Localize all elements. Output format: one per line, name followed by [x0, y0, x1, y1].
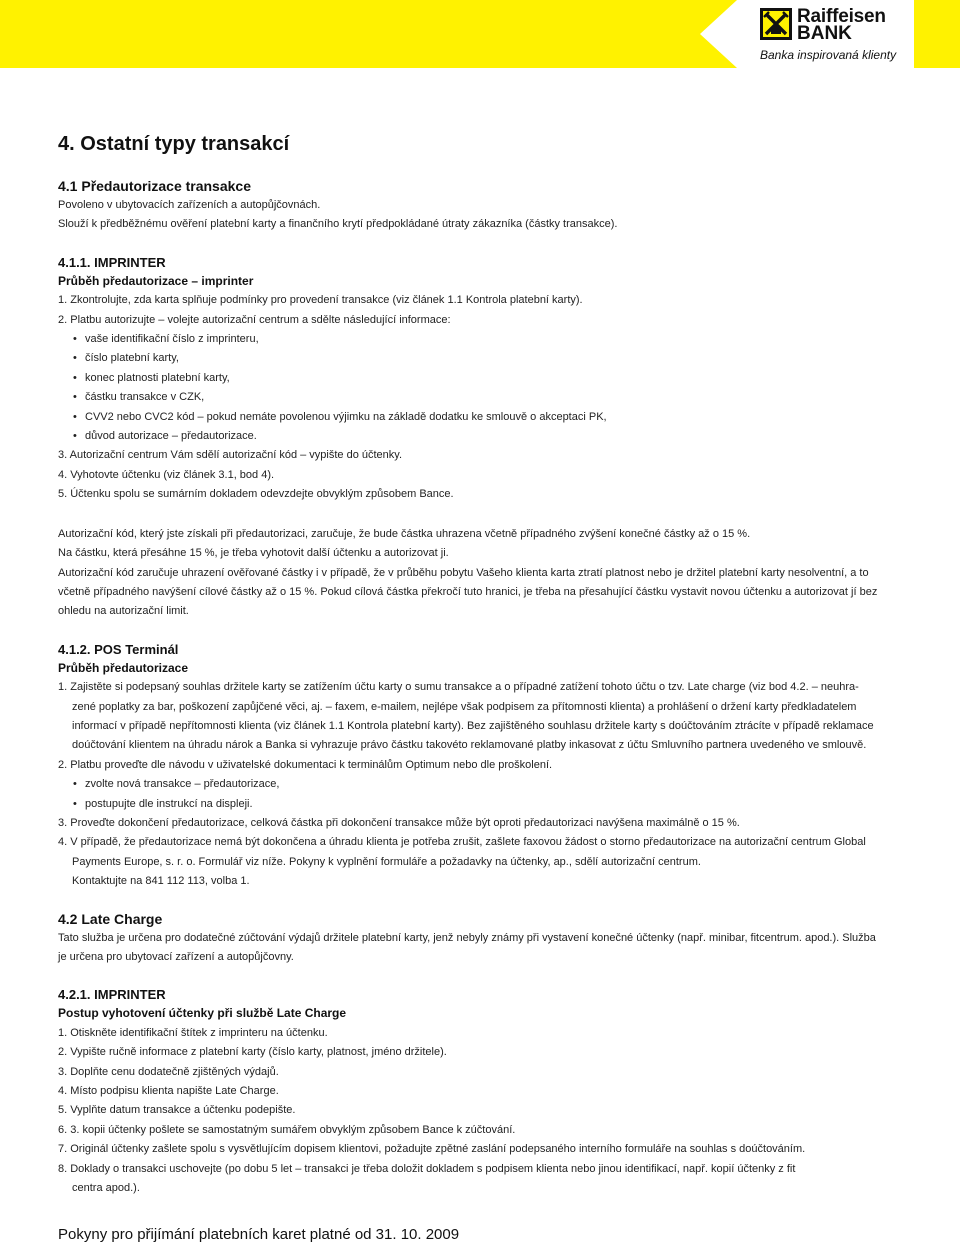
list-item: 1. Zkontrolujte, zda karta splňuje podmínky pro provedení transakce (viz článek 1.1 Kontrola platební karty). — [58, 294, 583, 307]
list-item: 3. Autorizační centrum Vám sdělí autorizační kód – vypište do účtenky. — [58, 449, 403, 462]
paragraph: Na částku, která přesáhne 15 %, je třeba vyhotovit další účtenku a autorizovat ji. — [58, 547, 449, 560]
list-item: 6. 3. kopii účtenky pošlete se samostatným sumářem obvyklým způsobem Bance k zúčtování. — [58, 1123, 516, 1136]
brand-tagline: Banka inspirovaná klienty — [760, 48, 897, 62]
list-item-continuation: Payments Europe, s. r. o. Formulář viz níže. Pokyny k vyplnění formuláře a požadavky na účtenky, ap., sdělí autorizační centrum. — [72, 855, 701, 868]
header-yellow-edge — [914, 0, 960, 68]
raiffeisen-logo — [760, 8, 910, 64]
header-yellow-bar — [0, 0, 737, 68]
list-item: 1. Zajistěte si podepsaný souhlas držitele karty se zatížením účtu karty o sumu transakce a o případné zatížení tohoto účtu o tzv. Late charge (viz bod 4.2. – neuhra- — [58, 681, 859, 694]
paragraph: Autorizační kód, který jste získali při předautorizaci, zaručuje, že bude částka uhrazena včetně případného zvýšení konečné částky až o 15 %. — [58, 527, 751, 540]
list-item: 3. Doplňte cenu dodatečně zjištěných výdajů. — [58, 1065, 279, 1078]
page-footer: Pokyny pro přijímání platebních karet platné od 31. 10. 2009 — [58, 1226, 460, 1243]
bullet-item: • vaše identifikační číslo z imprinteru, — [58, 330, 908, 349]
list-item-continuation: doúčtování klientem na úhradu nárok a Banka si vyhrazuje právo částku takovéto reklamované platby inkasovat z účtu Smluvního partnera uvedeného ve smlouvě. — [72, 739, 867, 752]
list-item-continuation: centra apod.). — [72, 1182, 140, 1195]
list-item: 2. Vypište ručně informace z platební karty (číslo karty, platnost, jméno držitele). — [58, 1046, 447, 1059]
list-item: 2. Platbu autorizujte – volejte autorizační centrum a sdělte následující informace: — [58, 313, 451, 326]
list-item: 3. Proveďte dokončení předautorizace, celková částka při dokončení transakce může být oproti předautorizaci navýšena maximálně o 15 %. — [58, 816, 740, 829]
paragraph: Autorizační kód zaručuje uhrazení ověřované částky i v případě, že v průběhu pobytu Vašeho klienta karta ztratí platnost nebo je držitel platební karty nesolventní, a to — [58, 566, 869, 579]
paragraph: je určena pro ubytovací zařízení a autopůjčovny. — [58, 951, 294, 963]
header-notch — [700, 0, 737, 68]
page-title: 4. Ostatní typy transakcí — [58, 133, 290, 155]
list-item: 7. Originál účtenky zašlete spolu s vysvětlujícím dopisem klientovi, požadujte zpětné zaslání podepsaného interního formuláře na souhlas s doúčtováním. — [58, 1143, 806, 1156]
section-title-4-1-2: 4.1.2. POS Terminál — [58, 641, 179, 657]
paragraph: ohledu na autorizační limit. — [58, 605, 189, 618]
subsection-title: Průběh předautorizace — [58, 660, 189, 675]
list-item: 5. Účtenku spolu se sumárním dokladem odevzdejte obvyklým způsobem Bance. — [58, 488, 454, 501]
list-item: 2. Platbu proveďte dle návodu v uživatelské dokumentaci k terminálům Optimum nebo dle proškolení. — [58, 758, 553, 771]
list-item-continuation: zené poplatky za bar, poškození zapůjčené věci, aj. – faxem, e-mailem, nejlépe však podpisem za přítomnosti klienta) a prohlášení o držení karty předkladatelem — [72, 700, 857, 713]
subsection-title: Průběh předautorizace – imprinter — [58, 273, 254, 288]
header-band — [0, 0, 960, 68]
list-item: 1. Otiskněte identifikační štítek z imprinteru na účtenku. — [58, 1026, 328, 1039]
bullet-item: • CVV2 nebo CVC2 kód – pokud nemáte povolenou výjimku na základě dodatku ke smlouvě o akceptaci PK, — [58, 408, 908, 427]
list-item-continuation: Kontaktujte na 841 112 113, volba 1. — [72, 875, 250, 888]
bullet-item: • postupujte dle instrukcí na displeji. — [58, 795, 908, 814]
section-title-4-2: 4.2 Late Charge — [58, 910, 163, 927]
paragraph: Tato služba je určena pro dodatečné zúčtování výdajů držitele platební karty, jenž nebyly známy při vystavení konečné účtenky (např. minibar, fitcentrum. apod.). Služba — [58, 931, 876, 944]
list-item: 4. Vyhotovte účtenku (viz článek 3.1, bod 4). — [58, 468, 275, 481]
section-title-4-1: 4.1 Předautorizace transakce — [58, 178, 251, 194]
list-item: 5. Vyplňte datum transakce a účtenku podepište. — [58, 1104, 296, 1117]
bullet-item: • důvod autorizace – předautorizace. — [58, 427, 908, 446]
bullet-item: • částku transakce v CZK, — [58, 388, 908, 407]
section-title-4-2-1: 4.2.1. IMPRINTER — [58, 987, 166, 1003]
paragraph: Slouží k předběžnému ověření platební karty a finančního krytí předpokládané útraty zákazníka (částky transakce). — [58, 218, 618, 231]
document-body — [58, 130, 908, 1198]
brand-name-line2: BANK — [797, 23, 852, 44]
bullet-item: • číslo platební karty, — [58, 349, 908, 368]
paragraph: Povoleno v ubytovacích zařízeních a autopůjčovnách. — [58, 199, 321, 211]
crossed-gables-icon — [760, 8, 792, 40]
brand-name-line1: Raiffeisen — [797, 6, 886, 27]
bullet-item: • zvolte nová transakce – předautorizace, — [58, 775, 908, 794]
list-item: 8. Doklady o transakci uschovejte (po dobu 5 let – transakci je třeba doložit dokladem s podpisem klienta nebo jinou identifikací, např. kopií účtenky z fit — [58, 1162, 796, 1175]
list-item-continuation: informací v případě nepřítomnosti klienta (viz článek 1.1 Kontrola platební karty). Bez zajištěného souhlasu držitele karty s doúčtováním ztrácíte v případě reklamace — [72, 719, 874, 732]
bullet-item: • konec platnosti platební karty, — [58, 369, 908, 388]
paragraph: včetně případného navýšení cílové částky až o 15 %. Pokud cílová částka překročí tuto hranici, je třeba na přesahující částku vystavit novou účtenku a autorizovat jí bez — [58, 585, 878, 598]
list-item: 4. V případě, že předautorizace nemá být dokončena a úhradu klienta je potřeba zrušit, zašlete faxovou žádost o storno předautorizace na autorizační centrum Global — [58, 836, 866, 849]
section-title-4-1-1: 4.1.1. IMPRINTER — [58, 254, 166, 270]
subsection-title: Postup vyhotovení účtenky při službě Late Charge — [58, 1006, 347, 1021]
list-item: 4. Místo podpisu klienta napište Late Charge. — [58, 1085, 279, 1098]
